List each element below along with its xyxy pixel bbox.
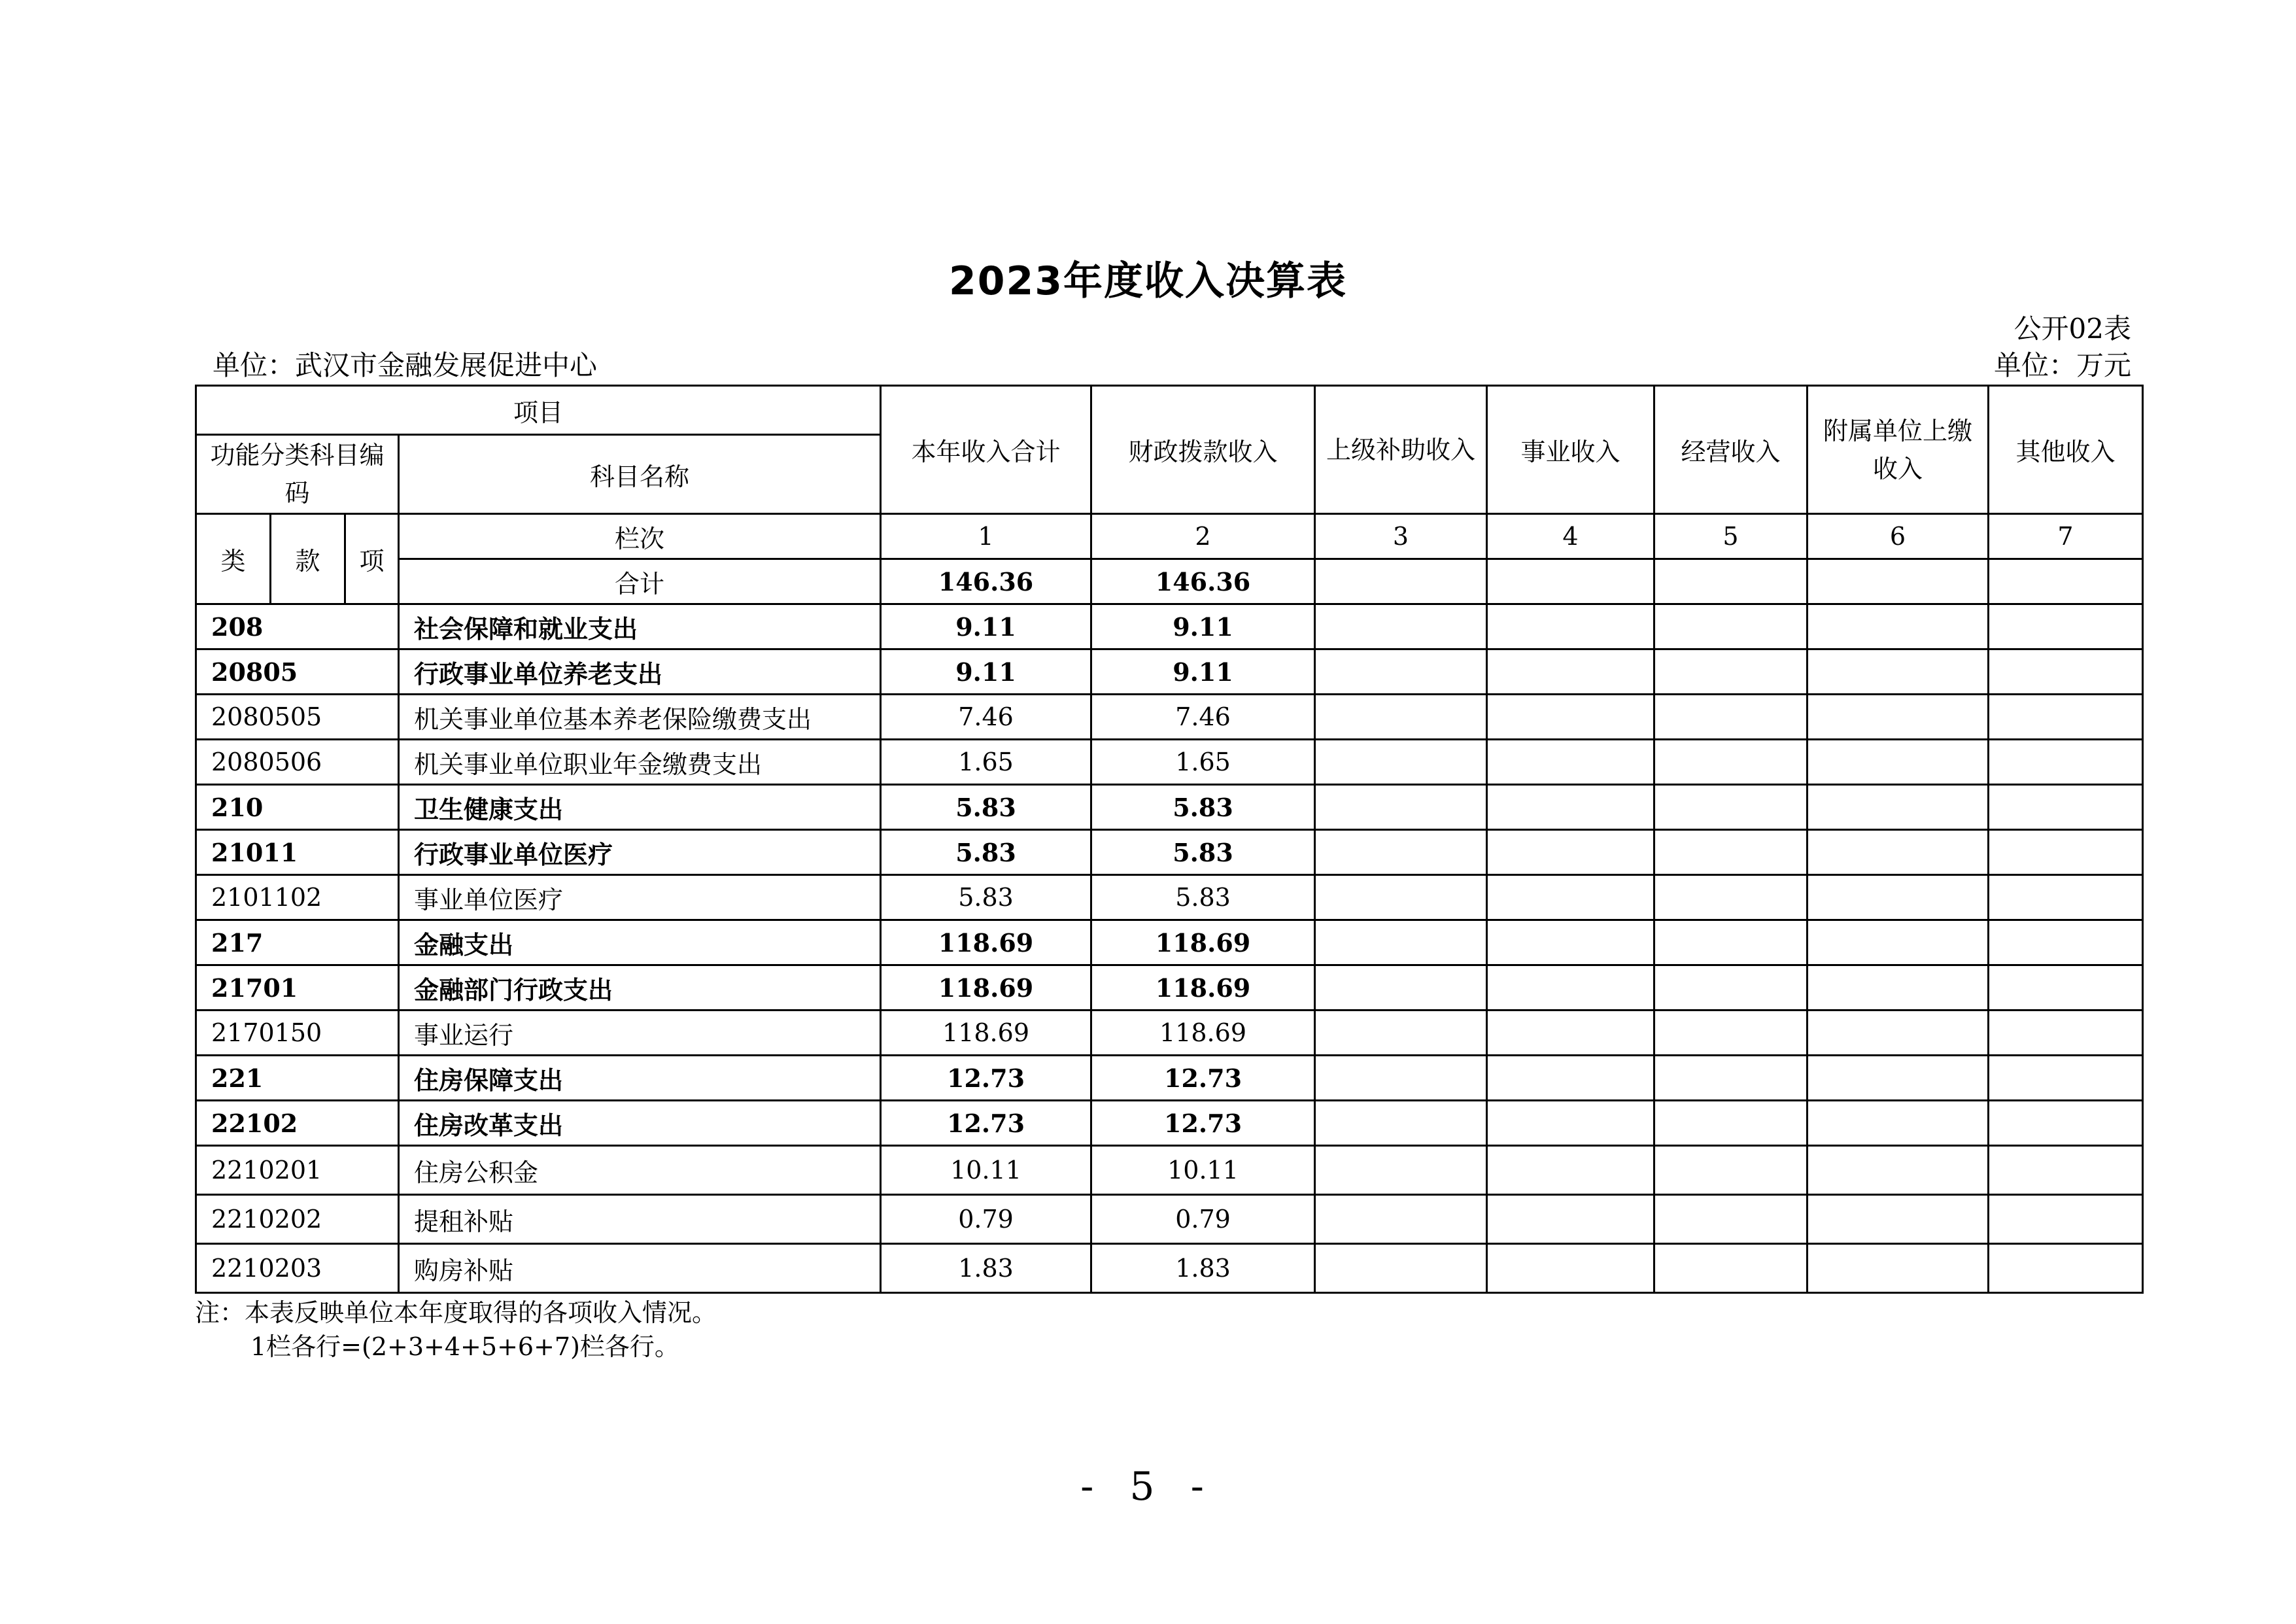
row-col-1: 9.11: [881, 649, 1091, 695]
total-col-5: [1654, 559, 1808, 604]
row-col-1: 118.69: [881, 920, 1091, 965]
row-col-2: 9.11: [1091, 649, 1315, 695]
table-row: [196, 830, 2143, 875]
row-col-4: [1487, 1195, 1654, 1244]
total-col-1: 146.36: [881, 559, 1091, 604]
col-num-2: 2: [1091, 514, 1315, 559]
row-col-3: [1315, 1056, 1487, 1101]
row-name: 住房保障支出: [399, 1056, 881, 1101]
row-col-6: [1808, 785, 1989, 830]
row-col-5: [1654, 920, 1808, 965]
row-col-1: 12.73: [881, 1056, 1091, 1101]
row-col-2: 5.83: [1091, 785, 1315, 830]
row-col-6: [1808, 1056, 1989, 1101]
row-col-5: [1654, 1244, 1808, 1293]
row-col-1: 7.46: [881, 695, 1091, 740]
row-name: 卫生健康支出: [399, 785, 881, 830]
table-row: [196, 965, 2143, 1011]
row-name: 提租补贴: [399, 1195, 881, 1244]
row-col-3: [1315, 1244, 1487, 1293]
row-col-5: [1654, 830, 1808, 875]
row-col-2: 118.69: [1091, 920, 1315, 965]
row-col-4: [1487, 1056, 1654, 1101]
table-row: [196, 1195, 2143, 1244]
total-col-4: [1487, 559, 1654, 604]
row-col-1: 1.83: [881, 1244, 1091, 1293]
row-code: 21701: [196, 965, 399, 1011]
row-col-3: [1315, 830, 1487, 875]
row-code: 2210202: [196, 1195, 399, 1244]
row-col-3: [1315, 1011, 1487, 1056]
row-col-1: 0.79: [881, 1195, 1091, 1244]
row-col-4: [1487, 604, 1654, 649]
row-col-5: [1654, 1101, 1808, 1146]
note-line-2: 1栏各行=(2+3+4+5+6+7)栏各行。: [250, 1332, 679, 1361]
row-col-5: [1654, 1056, 1808, 1101]
row-col-5: [1654, 740, 1808, 785]
row-col-7: [1989, 965, 2143, 1011]
row-col-2: 0.79: [1091, 1195, 1315, 1244]
row-col-5: [1654, 1146, 1808, 1195]
row-col-7: [1989, 649, 2143, 695]
header-lei: 类: [196, 514, 271, 604]
total-col-6: [1808, 559, 1989, 604]
row-col-3: [1315, 785, 1487, 830]
header-func-code: 功能分类科目编码: [196, 435, 399, 514]
row-col-4: [1487, 1011, 1654, 1056]
row-col-3: [1315, 649, 1487, 695]
table-row: [196, 1101, 2143, 1146]
row-col-4: [1487, 649, 1654, 695]
table-row: [196, 920, 2143, 965]
row-col-6: [1808, 740, 1989, 785]
row-code: 21011: [196, 830, 399, 875]
row-col-4: [1487, 830, 1654, 875]
header-col-business: 事业收入: [1487, 386, 1654, 514]
col-num-3: 3: [1315, 514, 1487, 559]
row-col-6: [1808, 604, 1989, 649]
row-col-4: [1487, 785, 1654, 830]
row-code: 2170150: [196, 1011, 399, 1056]
row-col-7: [1989, 1146, 2143, 1195]
table-row: [196, 695, 2143, 740]
row-col-3: [1315, 920, 1487, 965]
table-row: [196, 1056, 2143, 1101]
row-col-6: [1808, 920, 1989, 965]
total-col-2: 146.36: [1091, 559, 1315, 604]
table-row: [196, 1244, 2143, 1293]
row-col-7: [1989, 740, 2143, 785]
row-col-6: [1808, 1101, 1989, 1146]
header-item: 项目: [196, 386, 881, 435]
col-num-6: 6: [1808, 514, 1989, 559]
row-col-7: [1989, 604, 2143, 649]
row-code: 22102: [196, 1101, 399, 1146]
row-col-7: [1989, 830, 2143, 875]
row-code: 2080505: [196, 695, 399, 740]
row-col-5: [1654, 785, 1808, 830]
row-col-2: 9.11: [1091, 604, 1315, 649]
row-col-6: [1808, 965, 1989, 1011]
row-col-6: [1808, 1195, 1989, 1244]
row-col-2: 118.69: [1091, 1011, 1315, 1056]
row-col-1: 118.69: [881, 965, 1091, 1011]
row-name: 社会保障和就业支出: [399, 604, 881, 649]
row-col-6: [1808, 1244, 1989, 1293]
row-col-2: 10.11: [1091, 1146, 1315, 1195]
row-col-3: [1315, 695, 1487, 740]
total-row: [196, 559, 2143, 604]
header-col-other: 其他收入: [1989, 386, 2143, 514]
row-col-4: [1487, 965, 1654, 1011]
header-xiang: 项: [345, 514, 399, 604]
header-col-fiscal: 财政拨款收入: [1091, 386, 1315, 514]
row-code: 2210203: [196, 1244, 399, 1293]
row-name: 机关事业单位职业年金缴费支出: [399, 740, 881, 785]
header-row-lanci: [196, 514, 2143, 559]
row-col-2: 7.46: [1091, 695, 1315, 740]
unit-name: 单位：武汉市金融发展促进中心: [213, 349, 598, 381]
table-row: [196, 875, 2143, 920]
row-name: 行政事业单位医疗: [399, 830, 881, 875]
row-col-2: 5.83: [1091, 830, 1315, 875]
row-col-4: [1487, 1101, 1654, 1146]
row-col-1: 9.11: [881, 604, 1091, 649]
note-line-1: 注：本表反映单位本年度取得的各项收入情况。: [195, 1298, 717, 1327]
row-code: 2080506: [196, 740, 399, 785]
table-row: [196, 649, 2143, 695]
row-name: 金融部门行政支出: [399, 965, 881, 1011]
table-row: [196, 785, 2143, 830]
income-statement-table: [195, 385, 2144, 1294]
row-col-2: 12.73: [1091, 1056, 1315, 1101]
total-label: 合计: [399, 559, 881, 604]
row-col-1: 5.83: [881, 785, 1091, 830]
row-name: 金融支出: [399, 920, 881, 965]
row-code: 208: [196, 604, 399, 649]
header-subject-name: 科目名称: [399, 435, 881, 514]
row-name: 住房公积金: [399, 1146, 881, 1195]
row-col-2: 1.83: [1091, 1244, 1315, 1293]
row-name: 购房补贴: [399, 1244, 881, 1293]
row-col-7: [1989, 785, 2143, 830]
row-col-7: [1989, 695, 2143, 740]
row-col-4: [1487, 740, 1654, 785]
row-col-6: [1808, 695, 1989, 740]
table-row: [196, 604, 2143, 649]
row-col-1: 10.11: [881, 1146, 1091, 1195]
row-col-5: [1654, 1195, 1808, 1244]
page-number: - 5 -: [1080, 1464, 1216, 1510]
row-name: 事业运行: [399, 1011, 881, 1056]
row-col-3: [1315, 604, 1487, 649]
row-col-5: [1654, 604, 1808, 649]
row-col-5: [1654, 1011, 1808, 1056]
row-col-1: 1.65: [881, 740, 1091, 785]
form-number: 公开02表: [2013, 313, 2131, 345]
row-col-7: [1989, 1101, 2143, 1146]
table-row: [196, 740, 2143, 785]
header-lanci: 栏次: [399, 514, 881, 559]
row-col-2: 1.65: [1091, 740, 1315, 785]
header-col-total: 本年收入合计: [881, 386, 1091, 514]
header-kuan: 款: [271, 514, 345, 604]
row-col-6: [1808, 1146, 1989, 1195]
row-name: 机关事业单位基本养老保险缴费支出: [399, 695, 881, 740]
row-col-4: [1487, 920, 1654, 965]
header-row-item: [196, 386, 2143, 435]
row-col-6: [1808, 875, 1989, 920]
page-title: 2023年度收入决算表: [949, 258, 1347, 304]
row-col-7: [1989, 920, 2143, 965]
row-col-3: [1315, 740, 1487, 785]
row-col-2: 5.83: [1091, 875, 1315, 920]
row-code: 20805: [196, 649, 399, 695]
row-col-4: [1487, 875, 1654, 920]
row-col-4: [1487, 695, 1654, 740]
row-col-4: [1487, 1244, 1654, 1293]
row-col-4: [1487, 1146, 1654, 1195]
row-col-7: [1989, 875, 2143, 920]
row-code: 217: [196, 920, 399, 965]
header-col-superior: 上级补助收入: [1315, 386, 1487, 514]
row-col-7: [1989, 1056, 2143, 1101]
row-col-6: [1808, 1011, 1989, 1056]
row-col-5: [1654, 875, 1808, 920]
row-col-5: [1654, 649, 1808, 695]
row-name: 住房改革支出: [399, 1101, 881, 1146]
row-col-6: [1808, 830, 1989, 875]
row-col-2: 12.73: [1091, 1101, 1315, 1146]
row-col-3: [1315, 965, 1487, 1011]
row-col-5: [1654, 695, 1808, 740]
row-col-5: [1654, 965, 1808, 1011]
row-name: 事业单位医疗: [399, 875, 881, 920]
data-rows: [196, 604, 2143, 1293]
row-code: 2101102: [196, 875, 399, 920]
col-num-5: 5: [1654, 514, 1808, 559]
row-code: 2210201: [196, 1146, 399, 1195]
col-num-1: 1: [881, 514, 1091, 559]
table-row: [196, 1146, 2143, 1195]
row-col-6: [1808, 649, 1989, 695]
row-col-2: 118.69: [1091, 965, 1315, 1011]
col-num-7: 7: [1989, 514, 2143, 559]
row-col-3: [1315, 1195, 1487, 1244]
row-name: 行政事业单位养老支出: [399, 649, 881, 695]
total-col-3: [1315, 559, 1487, 604]
row-code: 221: [196, 1056, 399, 1101]
header-col-operating: 经营收入: [1654, 386, 1808, 514]
header-col-affiliated: 附属单位上缴收入: [1808, 386, 1989, 514]
row-code: 210: [196, 785, 399, 830]
row-col-7: [1989, 1011, 2143, 1056]
total-col-7: [1989, 559, 2143, 604]
row-col-1: 5.83: [881, 875, 1091, 920]
row-col-3: [1315, 1101, 1487, 1146]
unit-currency: 单位：万元: [1993, 349, 2131, 381]
row-col-1: 12.73: [881, 1101, 1091, 1146]
row-col-3: [1315, 1146, 1487, 1195]
row-col-1: 118.69: [881, 1011, 1091, 1056]
row-col-7: [1989, 1244, 2143, 1293]
row-col-3: [1315, 875, 1487, 920]
table-row: [196, 1011, 2143, 1056]
col-num-4: 4: [1487, 514, 1654, 559]
row-col-7: [1989, 1195, 2143, 1244]
row-col-1: 5.83: [881, 830, 1091, 875]
